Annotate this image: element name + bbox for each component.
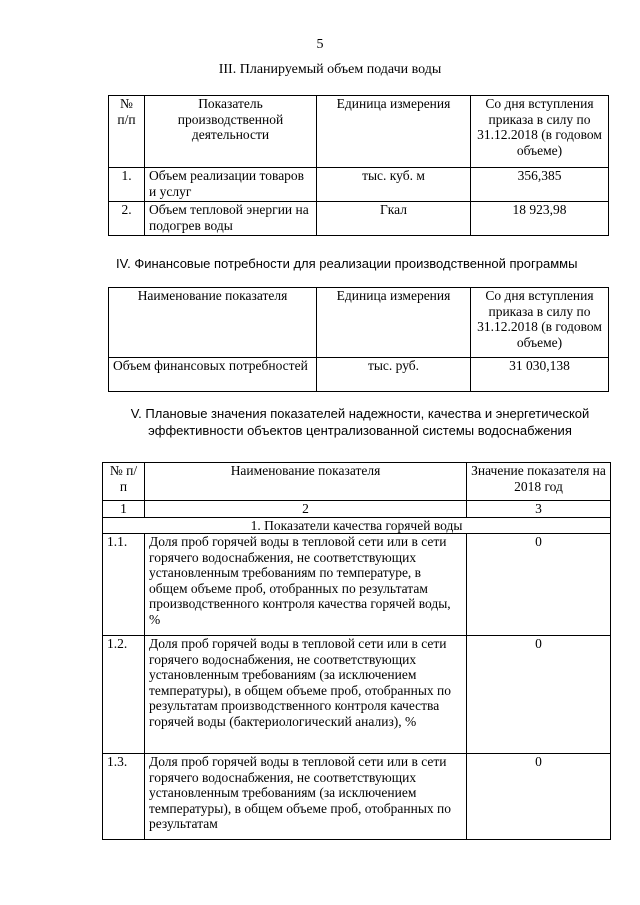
table-header-row xyxy=(109,288,609,358)
row-value: 31 030,138 xyxy=(471,358,609,392)
row-value: 0 xyxy=(467,534,611,636)
col-header-period: Со дня вступления приказа в силу по 31.12.2018 (в годовом объеме) xyxy=(471,96,609,168)
table-row xyxy=(103,754,611,840)
col-header-indicator: Показатель производственной деятельности xyxy=(145,96,317,168)
row-value: 18 923,98 xyxy=(471,202,609,236)
col-header-unit: Единица измерения xyxy=(317,288,471,358)
row-unit: тыс. руб. xyxy=(317,358,471,392)
row-unit: Гкал xyxy=(317,202,471,236)
numbering-row xyxy=(103,501,611,518)
table-row xyxy=(103,636,611,754)
group-row xyxy=(103,517,611,534)
section3-table xyxy=(108,95,609,236)
col-header-name: Наименование показателя xyxy=(109,288,317,358)
row-number: 1.1. xyxy=(103,534,145,636)
col-header-number: № п/п xyxy=(109,96,145,168)
col-header-number: № п/п xyxy=(103,463,145,501)
section5-table xyxy=(102,462,611,840)
section5-title-line1: V. Плановые значения показателей надежности, качества и энергетической xyxy=(130,406,590,421)
row-number: 1. xyxy=(109,168,145,202)
table-row xyxy=(109,358,609,392)
table-header-row xyxy=(103,463,611,501)
section3-title: III. Планируемый объем подачи воды xyxy=(218,62,442,77)
row-indicator: Доля проб горячей воды в тепловой сети или в сети горячего водоснабжения, не соответствующих установленным требованиям (за исключением температуры), в общем объеме проб, отобранных по результатам xyxy=(145,754,467,840)
row-number: 1.3. xyxy=(103,754,145,840)
row-value: 0 xyxy=(467,636,611,754)
col-header-period: Со дня вступления приказа в силу по 31.12.2018 (в годовом объеме) xyxy=(471,288,609,358)
col-header-name: Наименование показателя xyxy=(145,463,467,501)
row-indicator: Объем тепловой энергии на подогрев воды xyxy=(145,202,317,236)
column-number: 2 xyxy=(145,501,467,518)
section5-title xyxy=(100,405,620,439)
section4-table xyxy=(108,287,609,392)
table-row xyxy=(103,534,611,636)
group-title: 1. Показатели качества горячей воды xyxy=(103,517,611,534)
page-number: 5 xyxy=(316,37,324,52)
row-value: 0 xyxy=(467,754,611,840)
table-row xyxy=(109,168,609,202)
row-number: 2. xyxy=(109,202,145,236)
row-number: 1.2. xyxy=(103,636,145,754)
row-value: 356,385 xyxy=(471,168,609,202)
row-indicator: Объем реализации товаров и услуг xyxy=(145,168,317,202)
table-row xyxy=(109,202,609,236)
col-header-value: Значение показателя на 2018 год xyxy=(467,463,611,501)
row-name: Объем финансовых потребностей xyxy=(109,358,317,392)
section5-title-line2: эффективности объектов централизованной системы водоснабжения xyxy=(148,423,572,438)
row-indicator: Доля проб горячей воды в тепловой сети или в сети горячего водоснабжения, не соответствующих установленным требованиям (за исключением температуры), в общем объеме проб, отобранных по результатам производственного контроля качества горячей воды (бактериологический анализ), % xyxy=(145,636,467,754)
table-header-row xyxy=(109,96,609,168)
col-header-unit: Единица измерения xyxy=(317,96,471,168)
column-number: 3 xyxy=(467,501,611,518)
row-unit: тыс. куб. м xyxy=(317,168,471,202)
section4-title: IV. Финансовые потребности для реализации производственной программы xyxy=(116,256,578,271)
row-indicator: Доля проб горячей воды в тепловой сети или в сети горячего водоснабжения, не соответствующих установленным требованиям по температуре, в общем объеме проб, отобранных по результатам производственного контроля качества горячей воды, % xyxy=(145,534,467,636)
column-number: 1 xyxy=(103,501,145,518)
